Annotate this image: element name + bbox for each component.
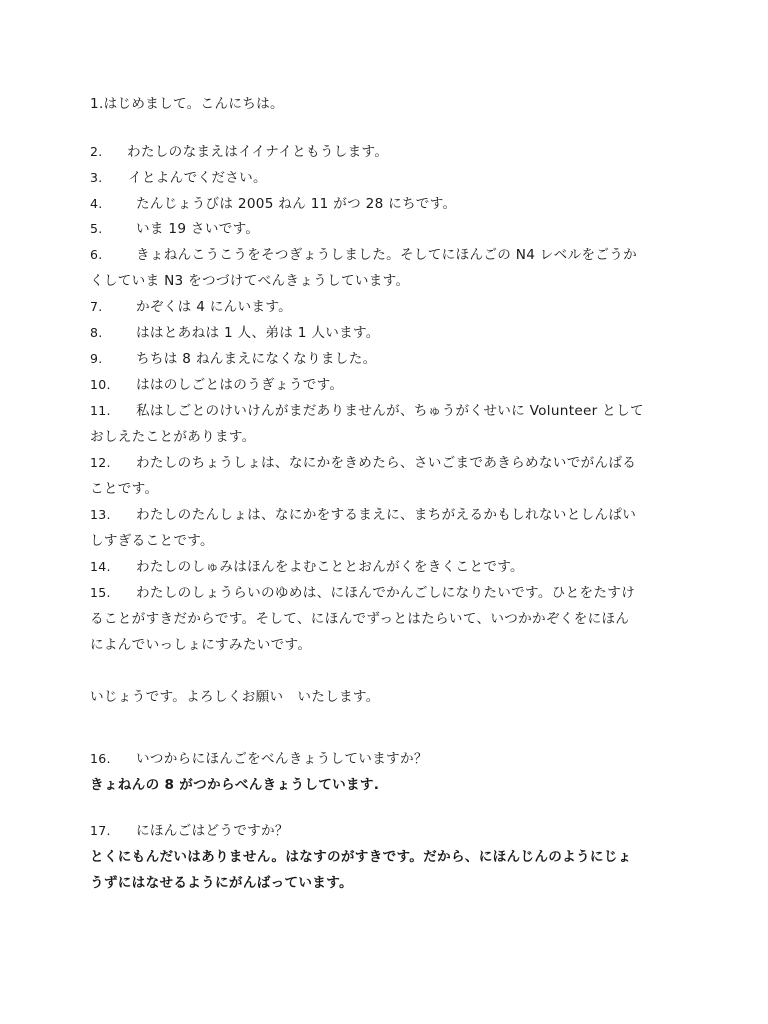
item-number: 8. [90,325,103,340]
question-number: 17. [90,823,111,838]
item-text: ははのしごとはのうぎょうです。 [136,377,344,393]
list-item [90,402,644,420]
item-text: わたしのたんしょは、なにかをするまえに、まちがえるかもしれないとしんぱい [136,507,637,523]
item-number: 9. [90,351,103,366]
list-item [90,350,377,368]
list-item [90,195,456,213]
item-text: 私はしごとのけいけんがまだありませんが、ちゅうがくせいに Volunteer として [136,403,644,419]
list-item [90,324,380,342]
item-number: 12. [90,455,111,470]
item-number: 5. [90,221,103,236]
question-number: 16. [90,751,111,766]
item-text: ちちは 8 ねんまえになくなりました。 [136,351,377,367]
item-text: いま 19 さいです。 [136,221,260,237]
item-text-continuation: ことです。 [90,481,159,497]
closing-line: いじょうです。よろしくお願い いたします。 [90,689,380,705]
intro-line: 1.はじめまして。こんにちは。 [90,96,284,112]
item-text: わたしのちょうしょは、なにかをきめたら、さいごまであきらめないでがんばる [136,455,637,471]
item-number: 7. [90,299,103,314]
item-text: かぞくは 4 にんいます。 [136,299,293,315]
item-text: わたしのしょうらいのゆめは、にほんでかんごしになりたいです。ひとをたすけ [136,585,636,601]
item-text: イとよんでください。 [128,170,267,186]
list-item [90,376,343,394]
answer-line: きょねんの 8 がつからべんきょうしています. [90,777,380,793]
answer-continuation: うずにはなせるようにがんばっています。 [90,875,353,891]
question-text: にほんごはどうですか？ [136,823,289,839]
list-item [90,246,637,264]
question-line [90,750,428,768]
item-number: 13. [90,507,111,522]
item-text-continuation: おしえたことがあります。 [90,429,256,445]
item-text-continuation: ることがすきだからです。そして、にほんでずっとはたらいて、いつかかぞくをにほん [90,611,630,627]
item-text: わたしのなまえはイイナイともうします。 [127,144,389,160]
list-item [90,169,267,187]
item-number: 3. [90,170,103,185]
list-item [90,298,292,316]
item-text: ははとあねは 1 人、弟は 1 人います。 [136,325,380,341]
item-number: 15. [90,585,111,600]
answer-line: とくにもんだいはありません。はなすのがすきです。だから、にほんじんのようにじょ [90,849,632,865]
list-item [90,558,524,576]
item-number: 10. [90,377,111,392]
item-number: 11. [90,403,111,418]
item-text: わたしのしゅみはほんをよむこととおんがくをきくことです。 [136,559,524,575]
item-text-continuation: くしていま N3 をつづけてべんきょうしています。 [90,273,410,289]
item-number: 14. [90,559,111,574]
item-number: 2. [90,144,103,159]
item-number: 4. [90,196,103,211]
list-item [90,454,636,472]
list-item [90,506,636,524]
item-number: 6. [90,247,103,262]
list-item [90,584,635,602]
item-text: きょねんこうこうをそつぎょうしました。そしてにほんごの N4 レベルをごうか [136,247,638,263]
list-item [90,143,388,161]
item-text-continuation: しすぎることです。 [90,533,214,549]
question-text: いつからにほんごをべんきょうしていますか？ [136,751,428,767]
item-text-continuation: によんでいっしょにすみたいです。 [90,637,312,653]
question-line [90,822,289,840]
item-text: たんじょうびは 2005 ねん 11 がつ 28 にちです。 [136,196,457,212]
list-item [90,220,259,238]
